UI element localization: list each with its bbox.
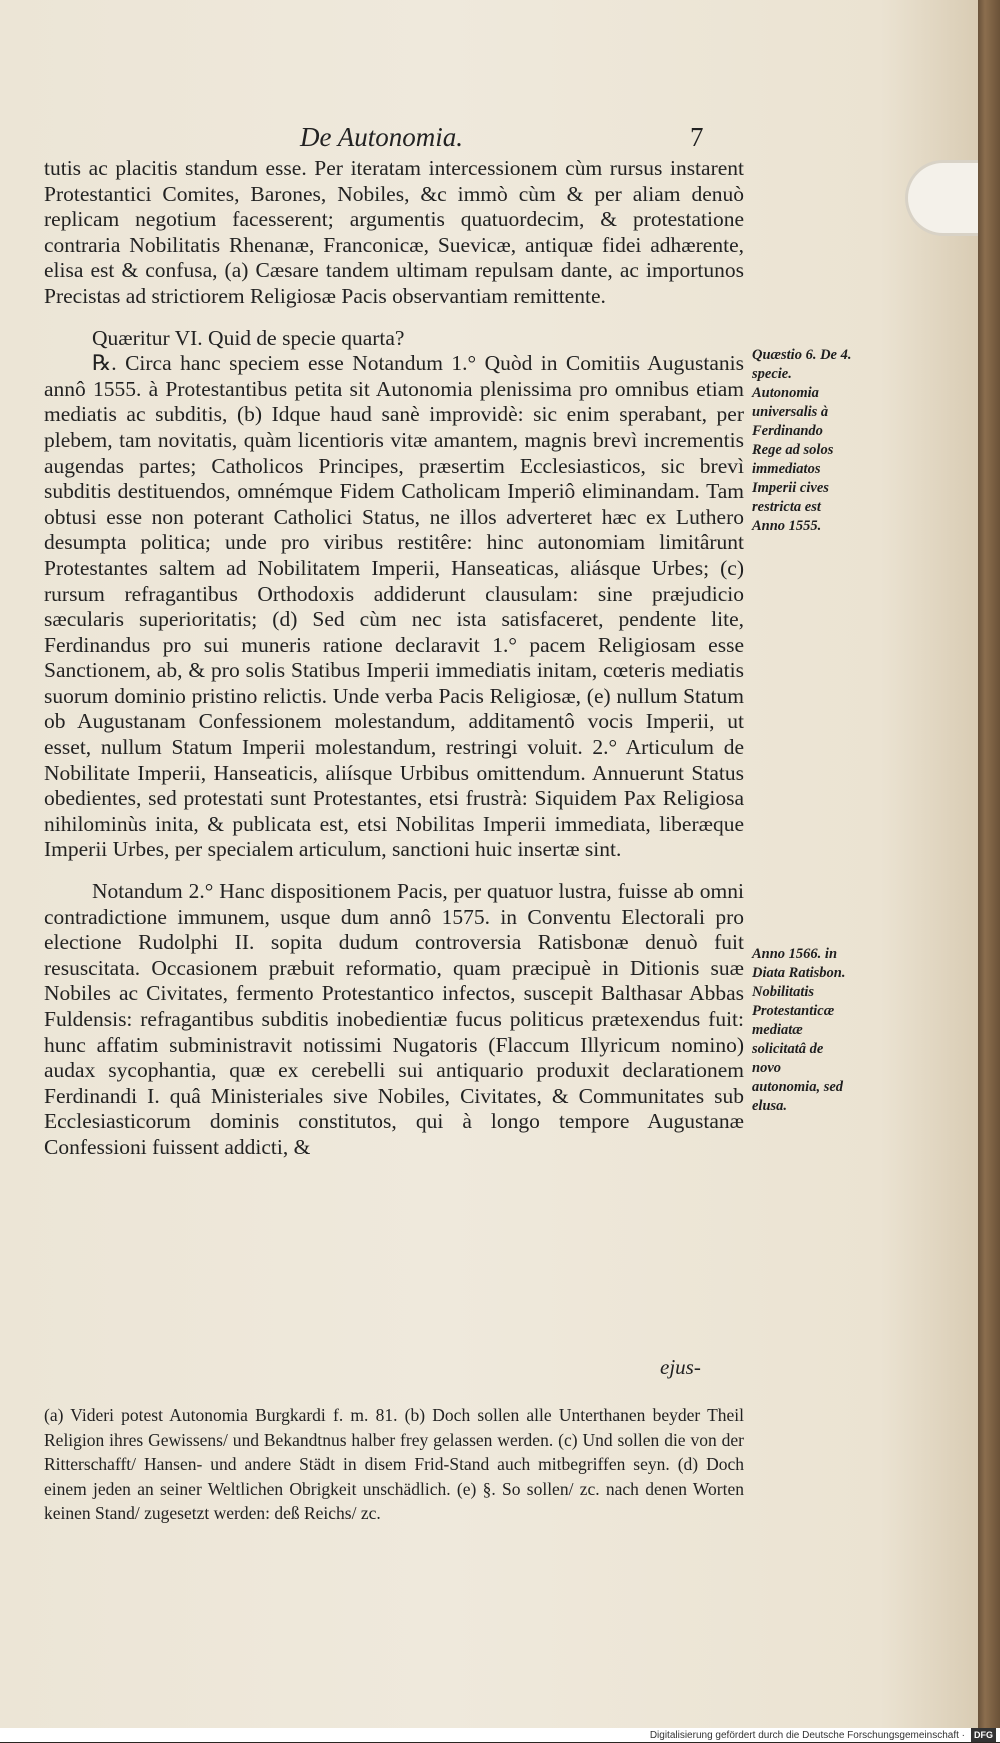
paragraph-response: ℞. Circa hanc speciem esse Notandum 1.° Quòd in Comitiis Augustanis annô 1555. à Protestantibus petita sit Autonomia plenissima pro omnibus etiam mediatis ac subditis, (b) Idque haud sanè improvidè: sic enim sperabant, per plebem, tam novitatis, quàm licentioris vitæ amantem, magnis brevì incrementis augendas partes; Catholicos Principes, præsertim Ecclesiasticos, sic brevì subditis destituendos, omnémque Fidem Catholicam Imperiô eliminandam. Tam obtusi esse non poterant Catholici Status, ne illos adverteret hæc ex Luthero desumpta politica; unde pro viribus restitêre: hinc autonomiam limitârunt Protestantes saltem ad Nobilitatem Imperii, Hanseaticas, aliásque Urbes; (c) rursum refragantibus Orthodoxis addiderunt clausulam: sine præjudicio sæcularis superioritatis; (d) Sed cùm nec ista satisfaceret, pendente lite, Ferdinandus pro sui muneris ratione declaravit 1.° pacem Religiosam esse Sanctionem, ab, & pro solis Statibus Imperii immediatis initam, cœteris mediatis suorum dominio pristino relictis. Unde verba Pacis Religiosæ, (e) nullum Statum ob Augustanam Confessionem molestandum, additamentô vocis Imperii, ut esset, nullum Statum Imperii molestandum, restringi voluit. 2.° Articulum de Nobilitate Imperii, Hanseaticis, aliísque Urbibus omittendum. Annuerunt Status obedientes, sed protestati sunt Protestantes, etsi frustrà: Siquidem Pax Religiosa nihilominùs inita, & publicata est, etsi Nobilitas Imperii immediata, liberæque Imperii Urbes, per specialem articulum, sanctioni huic insertæ sint. — [44, 351, 744, 862]
footnotes — [44, 1403, 744, 1526]
book-edge — [975, 0, 1000, 1742]
footnote-divider — [44, 1395, 744, 1396]
paragraph-continuation: tutis ac placitis standum esse. Per iteratam intercessionem cùm rursus instarent Protestantici Comites, Barones, Nobiles, &c immò cùm & per aliam denuò replicam negotium facesserent; argumentis quatuordecim, & protestatione contraria Nobilitatis Rhenanæ, Franconicæ, Suevicæ, antiquæ fidei adhærente, elisa est & confusa, (a) Cæsare tandem ultimam repulsam dante, ac importunos Precistas ad strictiorem Religiosæ Pacis observantiam remittente. — [44, 156, 744, 308]
dfg-logo: DFG — [971, 1728, 996, 1742]
margin-note-question-6: Quæstio 6. De 4. specie. Autonomia universalis à Ferdinando Rege ad solos immediatos Imperii cives restricta est Anno 1555. — [752, 347, 852, 534]
running-title: De Autonomia. — [300, 122, 463, 152]
catchword: ejus- — [660, 1355, 701, 1379]
footnote-text: (a) Videri potest Autonomia Burgkardi f. m. 81. (b) Doch sollen alle Unterthanen beyder Theil Religion ihres Gewissens/ und Bekandtnus halber frey gelassen werden. (c) Und sollen die von der Ritterschafft/ Hansen- und andere Städt in disem Frid-Stand auch mitbegriffen seyn. (d) Doch einem jeden an seiner Weltlichen Obrigkeit unschädlich. (e) §. So sollen/ zc. nach denen Worten keinen Stand/ zugesetzt werden: deß Reichs/ zc. — [44, 1405, 744, 1523]
main-text — [44, 156, 744, 1161]
margin-note-anno-1566: Anno 1566. in Diata Ratisbon. Nobilitatis Protestanticæ mediatæ solicitatâ de novo autonomia, sed elusa. — [752, 946, 846, 1114]
credit-text: Digitalisierung gefördert durch die Deutsche Forschungsgemeinschaft · — [649, 1730, 965, 1741]
page-header — [0, 122, 978, 158]
question-heading: Quæritur VI. Quid de specie quarta? — [92, 325, 405, 350]
digitization-credit — [0, 1728, 1000, 1742]
page-number: 7 — [690, 122, 704, 152]
clasp-shadow — [905, 160, 978, 236]
paragraph-notandum-2: Notandum 2.° Hanc dispositionem Pacis, per quatuor lustra, fuisse ab omni contradictione immunem, usque dum annô 1575. in Conventu Electorali pro electione Rudolphi II. sopita dudum controversia Ratisbonæ denuò fuit resuscitata. Occasionem præbuit reformatio, quam præcipuè in Ditionis suæ Nobiles ac Civitates, fermento Protestantico infectos, suscepit Balthasar Abbas Fuldensis: refragantibus subditis inobedientiæ fucus politicus prætexendus fuit: hunc affatim subministravit notissimi Nugatoris (Flaccum Illyricum nomino) audax sycophantia, quæ ex cerebelli sui antiquario produxit declarationem Ferdinandi I. quâ Ministeriales sive Nobiles, Civitates, & Communitates sub Ecclesiasticorum dominis constitutos, qui à longo tempore Augustanæ Confessioni fuissent addicti, & — [44, 879, 744, 1159]
